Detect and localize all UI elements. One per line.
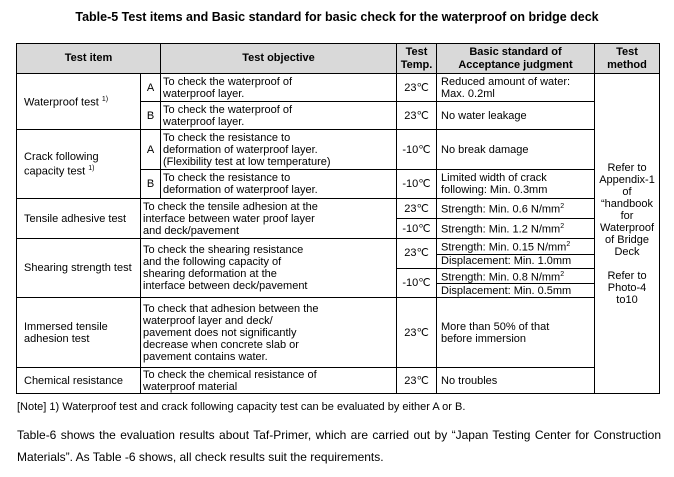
header-test-objective <box>161 44 397 74</box>
standard-line: Strength: Min. 1.2 N/mm <box>441 223 561 236</box>
test-objective <box>141 298 397 368</box>
immersed-test-item <box>17 298 141 368</box>
acceptance-standard <box>437 199 595 219</box>
standard-line: Max. 0.2ml <box>441 87 495 100</box>
method-line: Waterproof <box>600 221 655 234</box>
test-objective <box>141 368 397 394</box>
header-test-item <box>17 44 161 74</box>
acceptance-standard <box>437 219 595 239</box>
objective-line: To check that adhesion between the <box>143 302 319 315</box>
exponent: 2 <box>560 270 565 278</box>
table-row <box>17 199 660 219</box>
test-temp: 23℃ <box>397 74 437 102</box>
method-line: Refer to <box>607 161 647 174</box>
objective-line: To check the waterproof of <box>163 103 293 116</box>
acceptance-standard: Displacement: Min. 0.5mm <box>437 284 595 298</box>
test-objective <box>141 199 397 239</box>
table-row <box>17 368 660 394</box>
standard-line: following: Min. 0.3mm <box>441 184 548 196</box>
objective-line: waterproof layer. <box>163 87 245 100</box>
method-line: Deck <box>614 245 640 258</box>
objective-line: waterproof layer and deck/ <box>143 314 273 327</box>
objective-line: shearing deformation at the <box>143 268 277 281</box>
test-temp: -10℃ <box>397 130 437 170</box>
acceptance-standard <box>437 298 595 368</box>
exponent: 2 <box>560 223 565 231</box>
header-method-line1: Test <box>616 45 638 58</box>
acceptance-standard <box>437 74 595 102</box>
method-line: Photo-4 <box>607 281 647 294</box>
exponent: 2 <box>566 241 571 248</box>
acceptance-standard <box>437 239 595 255</box>
objective-line: To check the resistance to <box>163 172 291 184</box>
acceptance-standard: No troubles <box>437 368 595 394</box>
test-method-cell <box>595 74 660 394</box>
variant-a: A <box>141 130 161 170</box>
objective-line: deformation of waterproof layer. <box>163 184 318 196</box>
crack-test-item <box>17 130 141 199</box>
test-temp: -10℃ <box>397 170 437 199</box>
test-temp: 23℃ <box>397 199 437 219</box>
test-objective <box>161 170 397 199</box>
objective-line: To check the resistance to <box>163 131 291 144</box>
objective-line: To check the waterproof of <box>163 75 293 88</box>
crack-test-label: capacity test <box>24 165 86 178</box>
table-row <box>17 74 660 102</box>
method-line: for <box>620 209 634 222</box>
objective-line: To check the shearing resistance <box>143 244 304 257</box>
standard-line: Reduced amount of water: <box>441 75 571 88</box>
test-objective <box>141 239 397 298</box>
objective-line: pavement contains water. <box>143 350 268 363</box>
header-test-objective-text: Test objective <box>242 52 315 64</box>
header-row <box>17 44 660 74</box>
table-row <box>17 298 660 368</box>
table-row <box>17 130 660 170</box>
acceptance-standard: No break damage <box>437 130 595 170</box>
shearing-test-item: Shearing strength test <box>17 239 141 298</box>
test-objective <box>161 130 397 170</box>
tensile-test-item: Tensile adhesive test <box>17 199 141 239</box>
method-line: “handbook <box>601 197 654 210</box>
objective-line: interface between deck/pavement <box>143 280 308 293</box>
waterproof-test-label: Waterproof test <box>24 96 99 109</box>
test-temp: 23℃ <box>397 298 437 368</box>
standards-table <box>16 43 660 394</box>
header-test-method <box>595 44 660 74</box>
objective-line: and the following capacity of <box>143 256 282 269</box>
standard-line: More than 50% of that <box>441 320 550 333</box>
method-line: Refer to <box>607 269 647 282</box>
objective-line: decrease when concrete slab or <box>143 338 299 351</box>
objective-line: waterproof material <box>143 380 238 393</box>
objective-line: (Flexibility test at low temperature) <box>163 155 331 168</box>
test-temp: 23℃ <box>397 102 437 130</box>
method-line: to10 <box>616 293 638 306</box>
objective-line: pavement does not significantly <box>143 326 297 339</box>
standard-line: Strength: Min. 0.15 N/mm <box>441 241 567 254</box>
header-test-item-text: Test item <box>64 52 113 64</box>
test-temp: 23℃ <box>397 368 437 394</box>
method-line: of <box>622 185 632 198</box>
objective-line: waterproof layer. <box>163 115 245 128</box>
header-temp-line1: Test <box>405 45 428 58</box>
test-temp: -10℃ <box>397 268 437 298</box>
objective-line: deformation of waterproof layer. <box>163 143 318 156</box>
table-caption: Table-5 Test items and Basic standard for basic check for the waterproof on bridge deck <box>75 10 599 24</box>
variant-b: B <box>141 102 161 130</box>
test-temp: 23℃ <box>397 239 437 269</box>
standard-line: Strength: Min. 0.8 N/mm <box>441 271 561 284</box>
header-method-line2: method <box>607 58 647 71</box>
acceptance-standard <box>437 170 595 199</box>
method-line: of Bridge <box>605 233 650 246</box>
objective-line: To check the tensile adhesion at the <box>143 200 318 213</box>
header-std-line2: Acceptance judgment <box>458 58 573 71</box>
footnote-marker: 1) <box>88 164 95 172</box>
header-test-temp <box>397 44 437 74</box>
variant-a: A <box>141 74 161 102</box>
acceptance-standard <box>437 268 595 284</box>
standard-line: Strength: Min. 0.6 N/mm <box>441 203 561 216</box>
header-basic-standard <box>437 44 595 74</box>
header-temp-line2: Temp. <box>400 58 433 71</box>
footnote-marker: 1) <box>101 96 109 104</box>
standard-line: Limited width of crack <box>441 172 547 184</box>
header-std-line1: Basic standard of <box>469 45 562 58</box>
standard-line: before immersion <box>441 332 526 345</box>
immersed-test-label: adhesion test <box>24 332 90 345</box>
crack-test-label: Crack following <box>24 150 99 163</box>
objective-line: interface between water proof layer <box>143 212 315 225</box>
table-row <box>17 239 660 255</box>
body-paragraph: Table-6 shows the evaluation results about Taf-Primer, which are carried out by “Japan Testing Center for Construction Materials”. As Table -6 shows, all check results suit the requirements. <box>17 428 661 464</box>
test-objective <box>161 74 397 102</box>
waterproof-test-item <box>17 74 141 130</box>
objective-line: To check the chemical resistance of <box>143 368 317 381</box>
method-line: Appendix-1 <box>599 173 655 186</box>
table-note: [Note] 1) Waterproof test and crack following capacity test can be evaluated by either A or B. <box>17 401 466 413</box>
exponent: 2 <box>560 203 565 211</box>
test-objective <box>161 102 397 130</box>
variant-b: B <box>141 170 161 199</box>
test-temp: -10℃ <box>397 219 437 239</box>
chemical-test-item: Chemical resistance <box>17 368 141 394</box>
immersed-test-label: Immersed tensile <box>24 320 108 333</box>
acceptance-standard: Displacement: Min. 1.0mm <box>437 254 595 268</box>
acceptance-standard: No water leakage <box>437 102 595 130</box>
objective-line: and deck/pavement <box>143 224 240 237</box>
